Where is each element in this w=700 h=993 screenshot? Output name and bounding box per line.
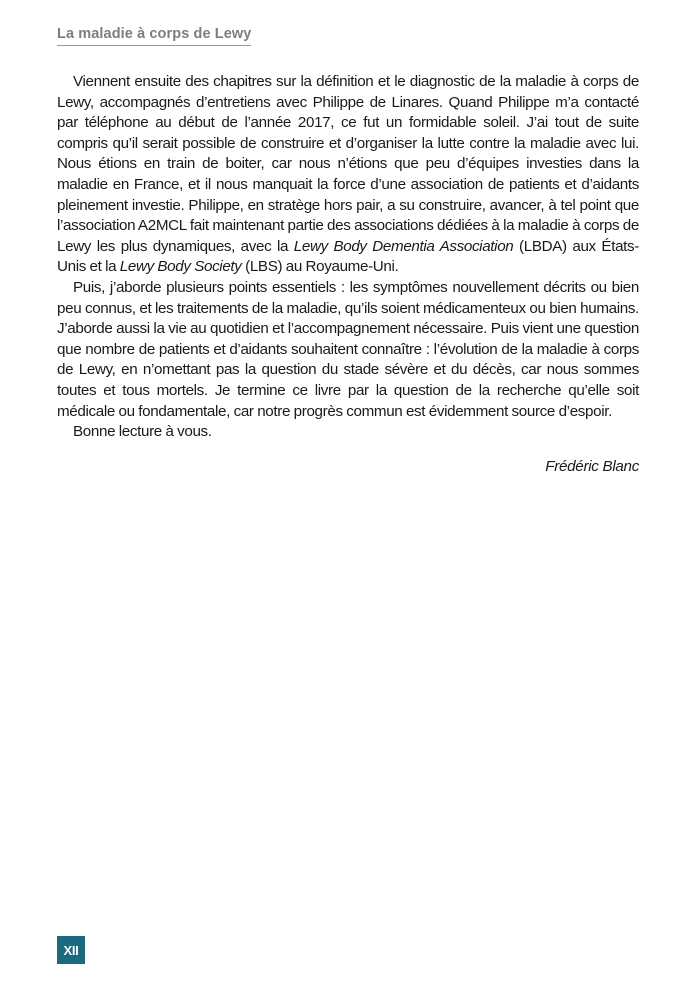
page-number-badge: XII — [57, 936, 85, 964]
author-signature: Frédéric Blanc — [545, 458, 639, 475]
paragraph-1 — [57, 72, 639, 278]
paragraph-2 — [57, 278, 639, 422]
body-text — [57, 72, 639, 443]
lbs-name: Lewy Body Society — [119, 258, 242, 276]
paragraph-1-segment-3: (LBDA) aux États-Unis et la — [57, 237, 640, 276]
running-header-title: La maladie à corps de Lewy — [57, 26, 251, 46]
paragraph-2-segment-1: Puis, j’aborde plusieurs points essentiels : les symptômes nouvellement décrits ou bien peu connus, et les traitements de la maladie, qu’ils soient médicamenteux ou bien humains. J’aborde aussi la vie au quotidien et l’accompagnement nécessaire. Puis vient une question que nombre de patients et d’aidants souhaitent connaître : l’évolution de la maladie à corps de Lewy, en n’omettant pas la question du stade sévère et du décès, car nous sommes toutes et tous mortels. Je termine ce livre par la question de la recherche qu’elle soit médicale ou fondamentale, car notre progrès commun est évidemment source d’espoir. — [57, 278, 639, 420]
paragraph-3 — [57, 422, 639, 443]
paragraph-1-segment-5: (LBS) au Royaume-Uni. — [241, 258, 399, 276]
lbda-name: Lewy Body Dementia Association — [293, 237, 514, 255]
paragraph-3-segment-1: Bonne lecture à vous. — [73, 423, 212, 441]
paragraph-1-segment-1: Viennent ensuite des chapitres sur la définition et le diagnostic de la maladie à corps de Lewy, accompagnés d’entretiens avec Philippe de Linares. Quand Philippe m’a contacté par téléphone au début de l’année 2017, ce fut un formidable soleil. J’ai tout de suite compris qu’il serait possible de construire et d’organiser la lutte contre la maladie avec lui. Nous étions en train de boiter, car nous n’étions que peu d’équipes investies dans la maladie en France, et il nous manquait la force d’une association de patients et d’aidants pleinement investie. Philippe, en stratège hors pair, a su construire, avancer, à tel point que l’association A2MCL fait maintenant partie des associations dédiées à la maladie à corps de Lewy les plus dynamiques, avec la — [57, 73, 639, 255]
